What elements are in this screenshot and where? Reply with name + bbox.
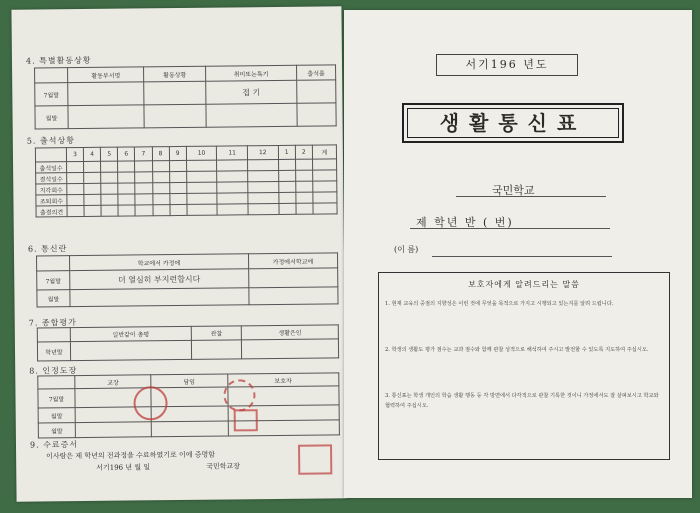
seal-header: 보호자: [227, 373, 339, 387]
row-label: 학년말: [37, 342, 70, 361]
school-stamp: [298, 444, 332, 474]
grade-underline: [410, 228, 610, 229]
month-label: 1: [278, 145, 295, 159]
section-6-title: 6. 통신란: [27, 244, 68, 254]
section-5-title: 5. 출석상황: [26, 136, 75, 146]
row-label: 7월말: [37, 271, 70, 290]
month-label: 9: [169, 146, 186, 160]
row-label: 월말: [35, 106, 68, 129]
section-7-title: 7. 종합평가: [28, 318, 77, 328]
certificate-date: 서기196 년 월 일: [96, 463, 151, 472]
report-card-title: 생활통신표: [402, 103, 624, 143]
month-label: 6: [118, 147, 135, 161]
month-label: 7: [135, 147, 152, 161]
section-9-title: 9. 수료증서: [29, 440, 79, 450]
seal-header: 담임: [151, 374, 227, 388]
certificate-school: 국민학교장: [206, 462, 241, 471]
activity-header: 출석률: [297, 65, 336, 80]
teacher-seal: [223, 379, 255, 411]
evaluation-table: [37, 324, 339, 361]
row-label: 월말: [38, 423, 75, 438]
row-label: 출석일수: [36, 162, 67, 173]
row-label: 결석일수: [36, 173, 67, 184]
certificate-text: 이사람은 제 학년의 전과정을 수료하였기로 이에 증명함: [46, 450, 216, 461]
left-page: [11, 6, 346, 501]
grade-class-field: 제 학년 반 ( 번): [416, 216, 514, 229]
row-label: 출결의견: [36, 206, 67, 217]
row-label: 7월말: [35, 83, 68, 106]
month-label: 5: [101, 147, 118, 161]
school-name: 국민학교: [492, 184, 535, 197]
year-field: 서기196 년도: [436, 54, 578, 76]
hobby-value: 접 기: [206, 80, 297, 104]
section-8-title: 8. 인정도장: [29, 366, 78, 376]
teacher-stamp: [234, 409, 258, 431]
month-label: 3: [66, 147, 83, 161]
month-label: 8: [152, 147, 169, 161]
row-label: 월말: [38, 408, 75, 423]
month-label: 12: [247, 145, 278, 159]
activity-header: 취미또는특기: [205, 65, 296, 81]
notice-title: 보호자에게 알려드리는 말씀: [468, 280, 580, 289]
month-label: 계: [312, 145, 336, 159]
activity-header: 활동부서명: [68, 67, 144, 83]
eval-header: 일반같이 총평: [70, 326, 191, 341]
seal-table: [37, 372, 340, 438]
row-label: 7월말: [38, 389, 75, 408]
name-underline: [432, 256, 612, 257]
row-label: 지각회수: [36, 184, 67, 195]
name-label: (이 름): [394, 245, 419, 254]
attendance-table: [35, 144, 338, 217]
communication-table: [36, 252, 339, 307]
activity-table: [34, 64, 337, 129]
notice-box: [378, 272, 670, 460]
right-page: [344, 10, 692, 498]
month-label: 2: [295, 145, 312, 159]
notice-item: 2. 학생의 생활도 평가 점수는 교과 점수와 함께 관찰 성적으로 해석하여 주시고 발전할 수 있도록 지도하여 주십시오.: [385, 347, 649, 353]
eval-header: 관찰: [191, 326, 241, 341]
comm-header: 학교에서 가정에: [70, 254, 249, 271]
school-underline: [456, 196, 606, 197]
notice-item: 3. 통신표는 학생 개인의 학습 생활 행동 등 각 방면에서 다각적으로 관찰 기록한 것이니 가정에서도 잘 살펴보시고 학교와 협력하여 주십시오.: [385, 393, 659, 409]
row-label: 조퇴회수: [36, 195, 67, 206]
seal-header: 교장: [75, 375, 151, 389]
principal-seal: [133, 386, 167, 420]
activity-header: 활동상황: [144, 66, 206, 82]
month-label: 4: [83, 147, 100, 161]
section-4-title: 4. 특별활동상황: [25, 55, 92, 66]
comm-header: 가정에서학교에: [248, 253, 337, 269]
row-label: 월말: [37, 290, 70, 307]
month-label: 11: [217, 146, 248, 160]
month-label: 10: [186, 146, 217, 160]
notice-item: 1. 현재 교육의 중점의 지향성은 이런 것에 무엇을 목적으로 가지고 시행되고 있는지를 알려 드립니다.: [385, 301, 614, 307]
eval-header: 생활은인: [242, 325, 339, 340]
comm-note: 더 열심히 부지런합시다: [70, 269, 249, 290]
